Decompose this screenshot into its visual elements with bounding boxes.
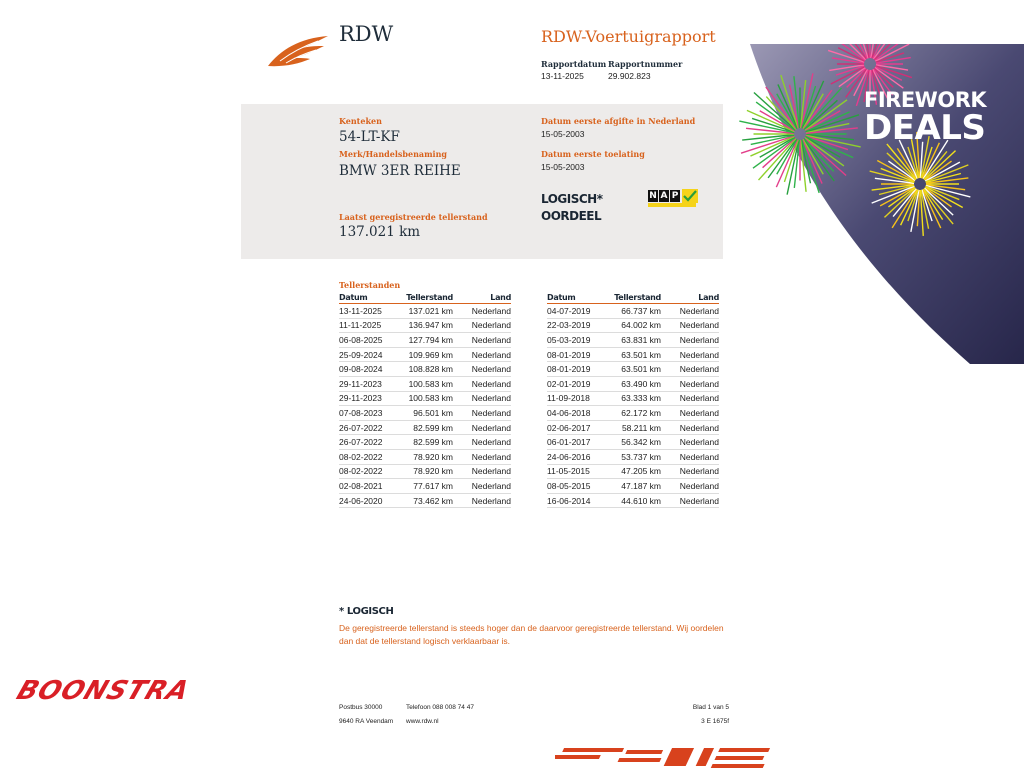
country-cell: Nederland xyxy=(453,318,511,333)
table-row xyxy=(339,304,511,319)
reading-cell: 109.969 km xyxy=(399,347,453,362)
first-nl-label: Datum eerste afgifte in Nederland xyxy=(541,116,696,126)
table-row xyxy=(339,479,511,494)
verdict xyxy=(541,191,603,225)
reading-cell: 100.583 km xyxy=(399,391,453,406)
col-country: Land xyxy=(661,292,719,304)
make-value: BMW 3ER REIHE xyxy=(339,163,461,179)
date-cell: 24-06-2016 xyxy=(547,449,607,464)
date-cell: 25-09-2024 xyxy=(339,347,399,362)
footnote-title: * LOGISCH xyxy=(339,606,394,617)
country-cell: Nederland xyxy=(453,333,511,348)
table-row xyxy=(547,449,719,464)
reading-cell: 56.342 km xyxy=(607,435,661,450)
country-cell: Nederland xyxy=(453,362,511,377)
country-cell: Nederland xyxy=(661,406,719,421)
country-cell: Nederland xyxy=(661,362,719,377)
footnote-text: De geregistreerde tellerstand is steeds hoger dan de daarvoor geregistreerde tellerstand. Wij oordelen dan dat de tellerstand logisch verklaarbaar is. xyxy=(339,623,724,646)
date-cell: 11-09-2018 xyxy=(547,391,607,406)
last-reading-value: 137.021 km xyxy=(339,224,421,240)
nap-check-icon xyxy=(682,189,698,203)
report-number: 29.902.823 xyxy=(608,71,651,81)
date-cell: 13-11-2025 xyxy=(339,304,399,319)
country-cell: Nederland xyxy=(661,435,719,450)
country-cell: Nederland xyxy=(661,464,719,479)
date-cell: 11-11-2025 xyxy=(339,318,399,333)
reading-cell: 66.737 km xyxy=(607,304,661,319)
country-cell: Nederland xyxy=(453,420,511,435)
date-cell: 06-01-2017 xyxy=(547,435,607,450)
table-row xyxy=(339,376,511,391)
table-row xyxy=(339,333,511,348)
date-cell: 29-11-2023 xyxy=(339,391,399,406)
reading-cell: 63.333 km xyxy=(607,391,661,406)
col-date: Datum xyxy=(339,292,399,304)
brand-name: RDW xyxy=(339,22,394,46)
country-cell: Nederland xyxy=(453,464,511,479)
reading-cell: 73.462 km xyxy=(399,493,453,508)
ad-title-line1: FIREWORK xyxy=(864,88,987,112)
rdw-logo-icon xyxy=(266,34,330,68)
nap-letters xyxy=(648,190,681,202)
nap-logo-icon xyxy=(648,189,698,203)
table-row xyxy=(339,362,511,377)
table-row xyxy=(547,479,719,494)
country-cell: Nederland xyxy=(661,493,719,508)
date-cell: 07-08-2023 xyxy=(339,406,399,421)
table-row xyxy=(547,318,719,333)
date-cell: 08-05-2015 xyxy=(547,479,607,494)
table-row xyxy=(339,435,511,450)
reading-cell: 64.002 km xyxy=(607,318,661,333)
country-cell: Nederland xyxy=(661,376,719,391)
country-cell: Nederland xyxy=(661,391,719,406)
col-date: Datum xyxy=(547,292,607,304)
country-cell: Nederland xyxy=(453,406,511,421)
date-cell: 08-01-2019 xyxy=(547,362,607,377)
readings-title: Tellerstanden xyxy=(339,280,401,290)
report-number-label: Rapportnummer xyxy=(608,59,683,69)
table-row xyxy=(339,464,511,479)
table-row xyxy=(547,493,719,508)
report-date: 13-11-2025 xyxy=(541,71,584,81)
reading-cell: 77.617 km xyxy=(399,479,453,494)
reading-cell: 53.737 km xyxy=(607,449,661,464)
reading-cell: 82.599 km xyxy=(399,435,453,450)
table-row xyxy=(339,318,511,333)
date-cell: 05-03-2019 xyxy=(547,333,607,348)
reading-cell: 108.828 km xyxy=(399,362,453,377)
reading-cell: 78.920 km xyxy=(399,464,453,479)
table-row xyxy=(339,449,511,464)
table-row xyxy=(547,362,719,377)
reading-cell: 47.187 km xyxy=(607,479,661,494)
last-reading-label: Laatst geregistreerde tellerstand xyxy=(339,212,488,222)
date-cell: 08-02-2022 xyxy=(339,464,399,479)
reading-cell: 44.610 km xyxy=(607,493,661,508)
table-row xyxy=(547,333,719,348)
reading-cell: 63.501 km xyxy=(607,347,661,362)
table-row xyxy=(547,406,719,421)
date-cell: 16-06-2014 xyxy=(547,493,607,508)
readings-table-right xyxy=(547,292,719,508)
panel-notch xyxy=(241,246,301,259)
reading-cell: 82.599 km xyxy=(399,420,453,435)
footer-postbus: Postbus 30000 xyxy=(339,704,383,711)
date-cell: 22-03-2019 xyxy=(547,318,607,333)
table-row xyxy=(547,435,719,450)
boonstra-logo[interactable]: BOONSTRA xyxy=(12,676,194,706)
country-cell: Nederland xyxy=(661,479,719,494)
date-cell: 29-11-2023 xyxy=(339,376,399,391)
col-country: Land xyxy=(453,292,511,304)
first-admission-value: 15-05-2003 xyxy=(541,162,585,172)
country-cell: Nederland xyxy=(453,347,511,362)
first-nl-value: 15-05-2003 xyxy=(541,129,585,139)
plate-value: 54-LT-KF xyxy=(339,129,400,145)
make-label: Merk/Handelsbenaming xyxy=(339,149,448,159)
table-row xyxy=(547,391,719,406)
date-cell: 06-08-2025 xyxy=(339,333,399,348)
plate-label: Kenteken xyxy=(339,116,382,126)
firework-deals-ad[interactable] xyxy=(720,44,1024,364)
date-cell: 02-06-2017 xyxy=(547,420,607,435)
nap-letter: A xyxy=(660,191,668,201)
date-cell: 26-07-2022 xyxy=(339,435,399,450)
reading-cell: 100.583 km xyxy=(399,376,453,391)
country-cell: Nederland xyxy=(661,333,719,348)
country-cell: Nederland xyxy=(453,449,511,464)
table-row xyxy=(547,347,719,362)
table-row xyxy=(339,347,511,362)
date-cell: 08-01-2019 xyxy=(547,347,607,362)
country-cell: Nederland xyxy=(453,479,511,494)
table-row xyxy=(339,493,511,508)
table-row xyxy=(547,420,719,435)
footer-page: Blad 1 van 5 xyxy=(692,704,729,711)
country-cell: Nederland xyxy=(661,449,719,464)
country-cell: Nederland xyxy=(661,420,719,435)
date-cell: 11-05-2015 xyxy=(547,464,607,479)
readings-table-left xyxy=(339,292,511,508)
ad-title-line2: DEALS xyxy=(864,108,986,148)
country-cell: Nederland xyxy=(661,347,719,362)
table-row xyxy=(339,406,511,421)
date-cell: 02-01-2019 xyxy=(547,376,607,391)
footer-website[interactable]: www.rdw.nl xyxy=(406,718,439,725)
boonstra-stripe-icon xyxy=(555,746,785,768)
table-row xyxy=(339,420,511,435)
nap-letter: P xyxy=(671,191,679,201)
reading-cell: 96.501 km xyxy=(399,406,453,421)
nap-underline xyxy=(648,203,696,207)
date-cell: 04-06-2018 xyxy=(547,406,607,421)
country-cell: Nederland xyxy=(661,318,719,333)
table-row xyxy=(547,304,719,319)
footer-phone: Telefoon 088 008 74 47 xyxy=(406,704,474,711)
date-cell: 02-08-2021 xyxy=(339,479,399,494)
reading-cell: 63.501 km xyxy=(607,362,661,377)
reading-cell: 63.490 km xyxy=(607,376,661,391)
date-cell: 26-07-2022 xyxy=(339,420,399,435)
summary-panel xyxy=(241,104,723,259)
country-cell: Nederland xyxy=(453,376,511,391)
footer-address: 9640 RA Veendam xyxy=(339,718,394,725)
date-cell: 09-08-2024 xyxy=(339,362,399,377)
country-cell: Nederland xyxy=(453,304,511,319)
date-cell: 08-02-2022 xyxy=(339,449,399,464)
footer-code: 3 E 1675f xyxy=(701,718,729,725)
country-cell: Nederland xyxy=(661,304,719,319)
col-reading: Tellerstand xyxy=(399,292,453,304)
table-row xyxy=(547,376,719,391)
report-date-label: Rapportdatum xyxy=(541,59,607,69)
reading-cell: 127.794 km xyxy=(399,333,453,348)
col-reading: Tellerstand xyxy=(607,292,661,304)
date-cell: 04-07-2019 xyxy=(547,304,607,319)
date-cell: 24-06-2020 xyxy=(339,493,399,508)
report-title: RDW-Voertuigrapport xyxy=(541,27,716,46)
reading-cell: 58.211 km xyxy=(607,420,661,435)
reading-cell: 136.947 km xyxy=(399,318,453,333)
verdict-line2: OORDEEL xyxy=(541,209,602,223)
reading-cell: 62.172 km xyxy=(607,406,661,421)
reading-cell: 47.205 km xyxy=(607,464,661,479)
country-cell: Nederland xyxy=(453,493,511,508)
reading-cell: 63.831 km xyxy=(607,333,661,348)
reading-cell: 78.920 km xyxy=(399,449,453,464)
reading-cell: 137.021 km xyxy=(399,304,453,319)
country-cell: Nederland xyxy=(453,391,511,406)
first-admission-label: Datum eerste toelating xyxy=(541,149,645,159)
table-row xyxy=(547,464,719,479)
country-cell: Nederland xyxy=(453,435,511,450)
table-row xyxy=(339,391,511,406)
verdict-line1: LOGISCH* xyxy=(541,192,603,206)
nap-letter: N xyxy=(649,191,657,201)
